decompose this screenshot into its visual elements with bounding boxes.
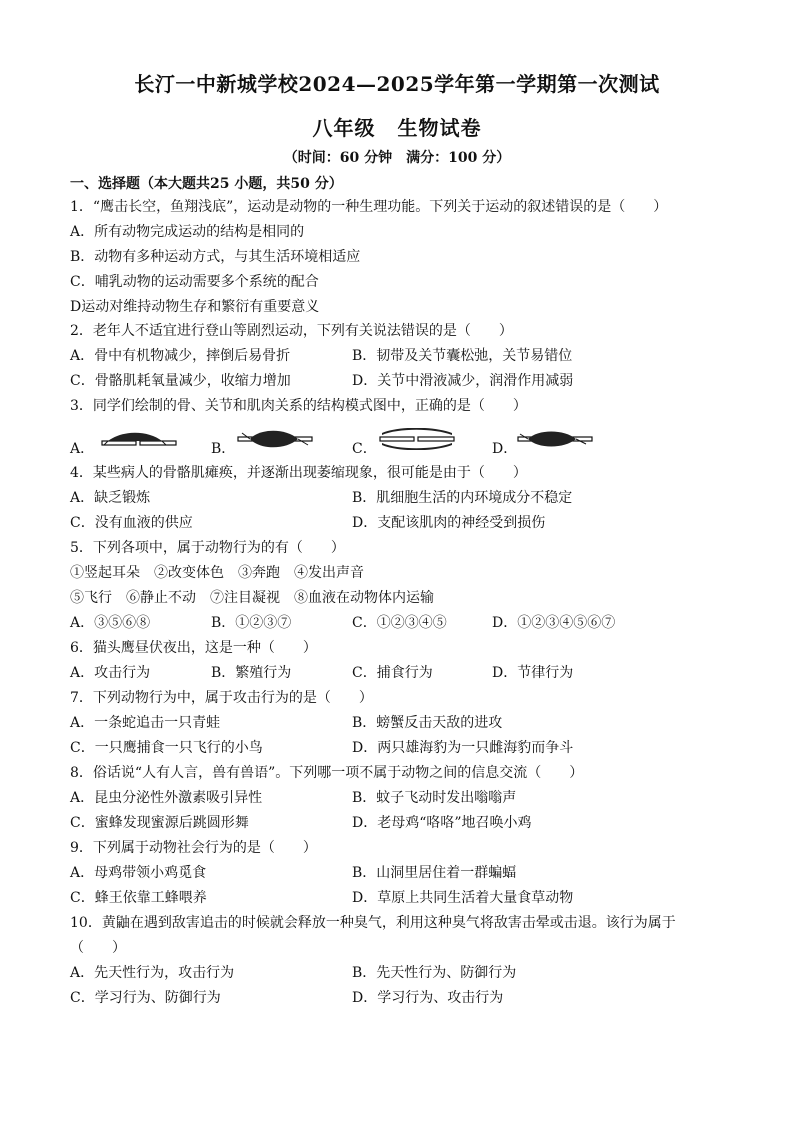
time-limit: （时间：60 分钟 [283, 150, 393, 166]
exam-subtitle [0, 112, 794, 141]
question-9-stem: 9．下列属于动物社会行为的是（ ） [70, 840, 317, 856]
question-6-option-c: C．捕食行为 [352, 665, 433, 681]
question-8-option-b: B．蚊子飞动时发出嗡嗡声 [352, 790, 517, 806]
question-10-option-a: A．先天性行为，攻击行为 [70, 965, 235, 981]
question-10-option-c: C．学习行为、防御行为 [70, 990, 221, 1006]
question-5-option-c: C．①②③④⑤ [352, 615, 447, 631]
question-7-option-b: B．螃蟹反击天敌的进攻 [352, 715, 503, 731]
question-1-option-c: C．哺乳动物的运动需要多个系统的配合 [70, 274, 319, 290]
section-heading: 一、选择题（本大题共25 小题，共50 分） [70, 176, 343, 192]
question-4-option-d: D．支配该肌肉的神经受到损伤 [352, 515, 546, 531]
question-10-option-b: B．先天性行为、防御行为 [352, 965, 517, 981]
question-5-option-d: D．①②③④⑤⑥⑦ [492, 615, 616, 631]
exam-meta [0, 147, 794, 167]
question-10-stem: 10．黄鼬在遇到敌害追击的时候就会释放一种臭气，利用这种臭气将敌害击晕或击退。该行为属于 [70, 915, 676, 931]
question-4-option-a: A．缺乏锻炼 [70, 490, 151, 506]
question-3-option-b: B． [211, 441, 236, 457]
question-8-option-d: D．老母鸡“咯咯”地召唤小鸡 [352, 815, 532, 831]
question-10-option-d: D．学习行为、攻击行为 [352, 990, 504, 1006]
question-9-option-a: A．母鸡带领小鸡觅食 [70, 865, 207, 881]
question-1-option-b: B．动物有多种运动方式，与其生活环境相适应 [70, 249, 361, 265]
question-5-items-1: ①竖起耳朵 ②改变体色 ③奔跑 ④发出声音 [70, 565, 364, 581]
question-1-option-a: A．所有动物完成运动的结构是相同的 [70, 224, 305, 240]
question-3-option-c: C． [352, 441, 377, 457]
full-score: 满分：100 分） [406, 150, 511, 166]
question-5-stem: 5．下列各项中，属于动物行为的有（ ） [70, 540, 345, 556]
question-9-option-c: C．蜂王依靠工蜂喂养 [70, 890, 207, 906]
question-7-option-d: D．两只雄海豹为一只雌海豹而争斗 [352, 740, 574, 756]
question-6-option-d: D．节律行为 [492, 665, 574, 681]
bone-muscle-diagram-a [100, 428, 180, 450]
question-8-stem: 8．俗话说“人有人言，兽有兽语”。下列哪一项不属于动物之间的信息交流（ ） [70, 765, 584, 781]
bone-muscle-diagram-c [378, 428, 458, 450]
bone-muscle-diagram-b [236, 428, 316, 450]
question-2-option-a: A．骨中有机物减少，摔倒后易骨折 [70, 348, 291, 364]
question-9-option-d: D．草原上共同生活着大量食草动物 [352, 890, 574, 906]
question-2-option-c: C．骨骼肌耗氧量减少，收缩力增加 [70, 373, 291, 389]
grade-label: 八年级 [312, 116, 376, 140]
question-4-option-c: C．没有血液的供应 [70, 515, 193, 531]
question-3-stem: 3．同学们绘制的骨、关节和肌肉关系的结构模式图中，正确的是（ ） [70, 398, 527, 414]
question-2-stem: 2．老年人不适宜进行登山等剧烈运动，下列有关说法错误的是（ ） [70, 323, 513, 339]
question-1-stem: 1．“鹰击长空，鱼翔浅底”，运动是动物的一种生理功能。下列关于运动的叙述错误的是（ ） [70, 199, 668, 215]
question-6-stem: 6．猫头鹰昼伏夜出，这是一种（ ） [70, 640, 317, 656]
question-5-option-a: A．③⑤⑥⑧ [70, 615, 151, 631]
question-4-option-b: B．肌细胞生活的内环境成分不稳定 [352, 490, 573, 506]
bone-muscle-diagram-d [516, 428, 596, 450]
question-10-answer-paren: （ ） [70, 940, 126, 956]
question-7-option-c: C．一只鹰捕食一只飞行的小鸟 [70, 740, 263, 756]
question-5-option-b: B．①②③⑦ [211, 615, 292, 631]
question-1-option-d: D运动对维持动物生存和繁衍有重要意义 [70, 299, 320, 315]
question-7-option-a: A．一条蛇追击一只青蛙 [70, 715, 221, 731]
question-2-option-d: D．关节中滑液减少，润滑作用减弱 [352, 373, 574, 389]
question-2-option-b: B．韧带及关节囊松弛，关节易错位 [352, 348, 573, 364]
question-7-stem: 7．下列动物行为中，属于攻击行为的是（ ） [70, 690, 373, 706]
question-4-stem: 4．某些病人的骨骼肌瘫痪，并逐渐出现萎缩现象，很可能是由于（ ） [70, 465, 527, 481]
question-3-option-a: A． [70, 441, 95, 457]
question-9-option-b: B．山洞里居住着一群蝙蝠 [352, 865, 517, 881]
question-3-option-d: D． [492, 441, 518, 457]
exam-title: 长汀一中新城学校2024—2025学年第一学期第一次测试 [134, 72, 660, 96]
question-8-option-c: C．蜜蜂发现蜜源后跳圆形舞 [70, 815, 249, 831]
question-6-option-b: B．繁殖行为 [211, 665, 292, 681]
question-6-option-a: A．攻击行为 [70, 665, 151, 681]
question-5-items-2: ⑤飞行 ⑥静止不动 ⑦注目凝视 ⑧血液在动物体内运输 [70, 590, 434, 606]
question-8-option-a: A．昆虫分泌性外激素吸引异性 [70, 790, 263, 806]
subject-label: 生物试卷 [397, 116, 482, 140]
